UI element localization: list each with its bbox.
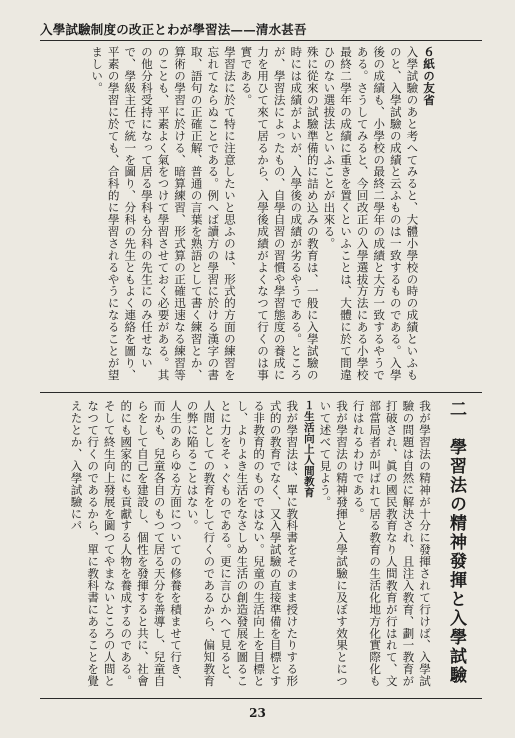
- column-divider-rule: [40, 392, 482, 393]
- footer-rule: [40, 698, 482, 699]
- paragraph: 入學試驗のあと考へてみると、大體小學校の時の成績といふものと、入學試驗の成績と云ふものは一致するものである。入學後の成績も、小學校の最終二學年の成績と大方一致するやうである。さうしてみると、今回改正の入學選拔方法にある小學校最終二學年の成績に重きを置くといふことは、大體に於て間違ひのない選拔法といふことが出來る。: [322, 46, 420, 381]
- section-title: 學習法の精神發揮と入學試驗: [446, 438, 466, 685]
- paragraph: 我が學習法の精神が十分に發揮されて行けば、入學試驗の問題は自然に解決され、且注入教育、劃一教育が打破され、眞の國民教育なり人間教育が行はれて、文部當局者が叫ばれて居る教育の生活化地方化實際化も行はれるわけである。: [351, 400, 432, 687]
- section-subheading: １生活向上人間教育: [302, 400, 315, 498]
- header-rule: [40, 40, 482, 41]
- paragraph: 人生のあらゆる方面についての修養を積ませて行き、而かも、兒童各自のもつて居る天分を善導し、兒童自らをして自己を建設し、個性を發揮すると共に、社會的にも國家的にも貢獻する人物を養成するのである。そして終生向上發展を圖つてやまないところの人間となつて行くのであるから、單に教科書にあることを覺えたとか、入學試驗にパ: [69, 400, 184, 687]
- running-header: 入學試驗制度の改正とわが學習法——清水甚吾: [40, 22, 307, 37]
- upper-column-text: [77, 46, 437, 386]
- paragraph: 殊に從來の試驗準備的に詰め込みの教育は、一般に入學試驗の時には成績がよいが、入學後の成績が劣るやうである。ところが、學習法によったもの、自學自習の習慣や學習態度の養成に力を用ひて來て居るから、入學後成績がよくなつて行くのは事實である。: [239, 46, 320, 381]
- section-subheading: ６紙の友省: [422, 46, 436, 106]
- lower-column-text: [69, 400, 433, 695]
- paragraph: 學習法に於て特に注意したいと思ふのは、形式的方面の練習を忘れてならぬことである。例へば讀方の學習に於ける漢字の書取、語句の正確正解、普通の言葉を熟語として書く練習とか、算術の學習に於ける、暗算練習、形式算の正確迅速なる練習等のことも、平素よく氣をつけて學習させておく必要がある。其の他分科受持になって居る學科も分科の先生にのみ任せないで、學級主任で統一を圖り、分科の先生ともよく連絡を圖り、平素の學習に於ても、合科的に學習されるやうになることが望ましい。: [90, 46, 237, 381]
- section-heading: [445, 400, 467, 690]
- page-number: 23: [249, 706, 266, 720]
- section-number: 二: [446, 400, 466, 419]
- paragraph: 我が學習法の精神發揮と入學試驗に及ぼす效果とについて述べて見よう。: [318, 400, 350, 687]
- paragraph: 我が學習法は、單に教科書をそのまま授けたりする形式的の教育でなく、又入學試驗の直接準備を目標とする非教育的のものではない。兒童の生活向上を目標とし、よりよき生活をなさしめ生活の創造發展を圖ることに力をそゝぐものである。更に言ひかへて見ると、人間としての教育をして行くのであるから、偏知教育の弊に陥ることはない。: [185, 400, 300, 687]
